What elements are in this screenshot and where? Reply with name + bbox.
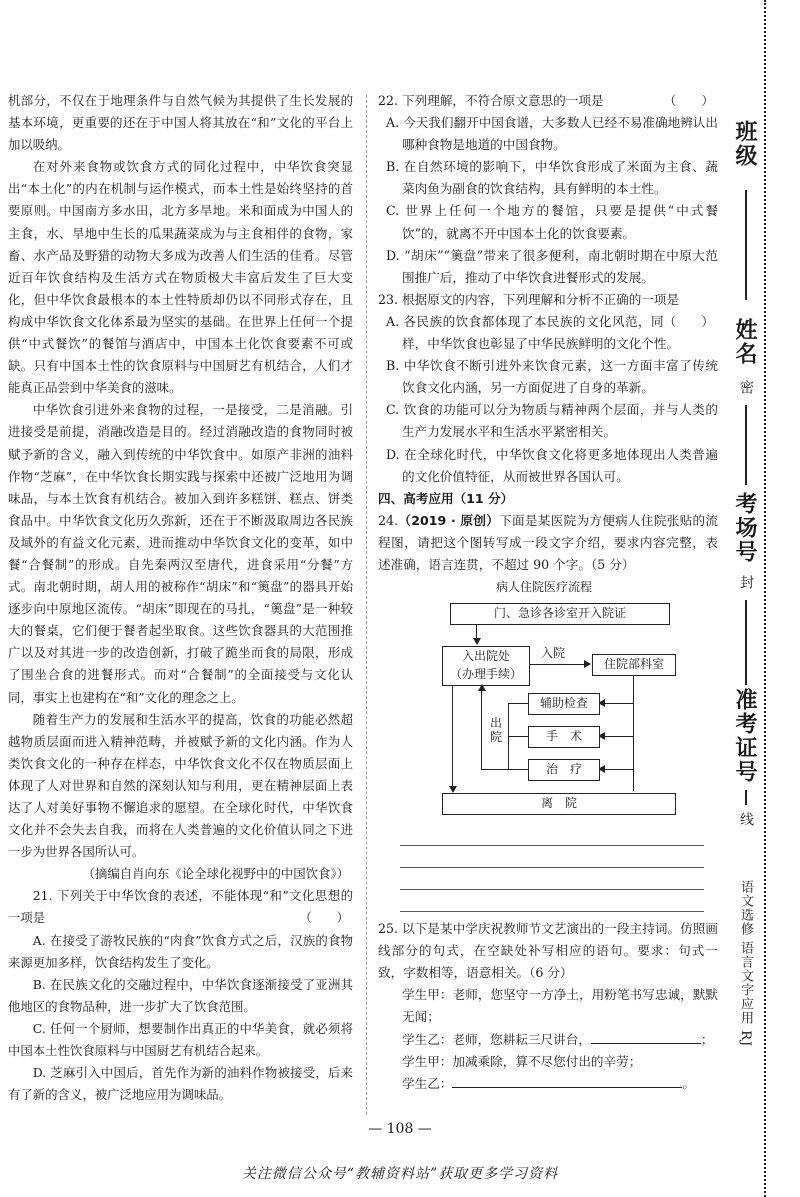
flow-box-outpatient: 门、急诊各诊室开入院证 [450, 603, 670, 625]
flow-box-ward: 住院部科室 [592, 654, 676, 676]
class-field-label: 班级 [732, 120, 758, 168]
ticket-number-line[interactable] [745, 790, 747, 805]
section-heading: 四、高考应用（11 分） [378, 490, 514, 506]
flow-connector [633, 675, 634, 791]
arrow-down-icon [449, 786, 457, 793]
question-tag: （2019 · 原创） [398, 512, 500, 528]
binding-dotted-line [764, 0, 766, 1197]
question-stem: 21. 下列关于中华饮食的表述，不能体现“和”文化思想的一项是 （ ） [8, 885, 353, 929]
fill-blank[interactable] [452, 1073, 682, 1088]
question-25-stem: 25. 以下是某中学庆祝教师节文艺演出的一段主持词。仿照画线部分的句式，在空缺处补写相应的语句。要求：句式一致，字数相等，语意相关。（6 分） [378, 921, 718, 981]
arrow-down-icon [473, 638, 481, 645]
option-a: A. 今天我们翻开中国食谱，大多数人已经不易准确地辨认出哪种食物是地道的中国食物。 [386, 115, 718, 153]
option-a: A. 各民族的饮食都体现了本民族的文化风范，同样，中华饮食也彰显了中华民族鲜明的文化个性。 [386, 313, 680, 352]
answer-paren: （ ） [299, 910, 349, 926]
footer-note: 关注微信公众号“教辅资料站”获取更多学习资料 [241, 1166, 559, 1182]
book-title: 语文选修 语言文字应用 RJ [738, 880, 753, 1048]
option-d: D. “胡床”“䉛盘”带来了很多便利，南北朝时期在中原大范围推广后，推动了中华饮食进餐形式的发展。 [386, 247, 718, 285]
answer-lines [378, 824, 718, 912]
passage-paragraph: 在对外来食物或饮食方式的同化过程中，中华饮食突显出“本土化”的内在机制与运作模式，而本土性是始终坚持的首要原则。中国南方多水田，北方多旱地。米和面成为中国人的主食，水、旱地中生长的瓜果蔬菜成为与主食相伴的食物，家畜、水产品及野猎的动物大多成为改善人们生活的佳肴。尽管近百年饮食结构及生活方式在物质极大丰富后发生了巨大变化，但中华饮食最根本的本土性特质却仍以不同形式存在，且构成中华饮食文化体系最为坚实的基础。在世界上任何一个提供“中式餐饮”的餐馆与酒店中，中国本土化饮食要素不可或缺。只有中国本土性的饮食原料与中国厨艺有机结合，人们才能真正品尝到中华美食的滋味。 [8, 159, 353, 396]
option-b: B. 在自然环境的影响下，中华饮食形成了米面为主食、蔬菜肉鱼为副食的饮食结构，具有鲜明的本土性。 [386, 159, 718, 197]
flow-connector [529, 664, 584, 665]
seal-char-feng: 封 [738, 575, 754, 589]
option-b: B. 中华饮食不断引进外来饮食元素，这一方面丰富了传统饮食文化内涵，另一方面促进了自身的革新。 [386, 358, 718, 396]
arrow-up-icon [478, 684, 486, 691]
answer-line[interactable] [400, 846, 704, 868]
answer-paren: （ ） [663, 313, 714, 329]
page-number: — 108 — [368, 1121, 432, 1137]
passage-paragraph: 机部分，不仅在于地理条件与自然气候为其提供了生长发展的基本环境，更重要的还在于中国人将其放在“和”文化的平台上加以吸纳。 [8, 93, 353, 153]
flow-connector [508, 703, 509, 770]
flow-connector [452, 685, 453, 787]
flow-label-admit: 入院 [541, 646, 566, 661]
flow-connector [604, 769, 634, 770]
answer-line[interactable] [400, 890, 704, 912]
flow-label-discharge: 出院 [490, 716, 503, 745]
question-23 [378, 289, 718, 488]
name-field-line[interactable] [745, 405, 747, 485]
option-c: C. 任何一个厨师，想要制作出真正的中华美食，就必须将中国本土性饮食原料与中国厨艺有机结合起来。 [8, 1020, 353, 1059]
flow-connector [508, 736, 528, 737]
flow-box-leave: 离 院 [442, 793, 676, 815]
answer-line[interactable] [400, 868, 704, 890]
flow-box-exam: 辅助检查 [528, 693, 600, 715]
column-divider [366, 95, 367, 1115]
class-field-line[interactable] [745, 190, 747, 300]
answer-paren: （ ） [663, 93, 714, 108]
exam-room-line[interactable] [745, 600, 747, 685]
flowchart [378, 576, 718, 824]
passage-source: （摘编自肖向东《论全球化视野中的中国饮食》） [82, 866, 349, 882]
passage-paragraph: 中华饮食引进外来食物的过程，一是接受，二是消融。引进接受是前提，消融改造是目的。经过消融改造的食物同时被赋予新的含义，融入到传统的中华饮食中。如原产非洲的油料作物“芝麻”，在中华饮食长期实践与探索中还被广泛地用为调味品，与本土饮食有机结合。被加入到许多糕饼、糕点、饼类食品中。中华饮食文化历久弥新，还在于不断汲取周边各民族及域外的有益文化元素，进而推动中华饮食文化的变革，如中餐“合餐制”的形成。自先秦两汉至唐代，进食采用“分餐”方式。南北朝时期，胡人用的被称作“胡床”和“䉛盘”的器具开始逐步向中原地区流传。“胡床”即现在的马扎，“䉛盘”是一种较大的餐桌，它们便于餐者起坐取食。这些饮食器具的大范围推广以及对其进一步的改造创新，打破了跪坐而食的局限，形成了围坐合食的进餐形式。而对“合餐制”的全面接受与文化认同，事实上也建构在“和”文化的理念之上。 [8, 402, 353, 705]
answer-line[interactable] [400, 824, 704, 846]
question-22 [378, 90, 718, 289]
option-b: B. 在民族文化的交融过程中，中华饮食逐渐接受了亚洲其他地区的食物品种，进一步扩大了饮食范围。 [8, 976, 353, 1014]
exam-room-label: 考场号 [732, 492, 758, 564]
question-24-stem: 24.（2019 · 原创）下面是某医院为方便病人住院张贴的流程图，请把这个图转写成一段文字介绍，要求内容完整，表述准确，语言连贯，不超过 90 个字。（5 分） [378, 512, 718, 572]
right-column [378, 90, 718, 1095]
dialogue-line: 学生乙：老师，您耕耘三尺讲台， ； [402, 1029, 718, 1051]
flow-connector [481, 769, 528, 770]
passage-paragraph: 随着生产力的发展和生活水平的提高，饮食的功能必然超越物质层面而进入精神范畴，并被赋予新的文化内涵。作为人类饮食文化的一种存在样态，中华饮食文化不仅在物质层面上体现了人对世界和自然的深刻认知与利用，更在精神层面上表达了人对美好事物不懈追求的愿望。在全球化时代，中华饮食文化并不会失去自我，而将在人类普遍的文化价值认同之下进一步为世界各国所认可。 [8, 711, 353, 860]
flow-connector [604, 703, 634, 704]
dialogue-line: 学生乙： 。 [402, 1073, 718, 1095]
ticket-number-label: 准考证号 [732, 688, 758, 784]
flow-box-treatment: 治 疗 [528, 759, 600, 781]
option-d: D. 芝麻引入中国后，首先作为新的油料作物被接受，后来有了新的含义，被广泛地应用为调味品。 [8, 1065, 353, 1103]
option-c: C. 世界上任何一个地方的餐馆，只要是提供“中式餐饮”的，就离不开中国本土化的饮食要素。 [386, 203, 718, 241]
flow-box-admission-office: 入出院处 （办理手续） [442, 646, 530, 686]
option-d: D. 在全球化时代，中华饮食文化将更多地体现出人类普遍的文化价值特征，从而被世界各国认可。 [386, 446, 718, 484]
name-field-label: 姓名 [732, 318, 758, 366]
fill-blank[interactable] [591, 1029, 701, 1044]
question-stem: 23. 根据原文的内容，下列理解和分析不正确的一项是 （ ） [378, 289, 718, 311]
flow-connector [508, 703, 528, 704]
flow-connector [604, 736, 634, 737]
option-a: A. 在接受了游牧民族的“肉食”饮食方式之后，汉族的食物来源更加多样，饮食结构发生了变化。 [8, 932, 353, 970]
option-c: C. 饮食的功能可以分为物质与精神两个层面，并与人类的生产力发展水平和生活水平紧密相关。 [386, 402, 718, 440]
flow-connector [481, 690, 482, 770]
left-column [8, 90, 353, 1106]
flowchart-title: 病人住院医疗流程 [496, 580, 593, 595]
dialogue-line: 学生甲：加减乘除，算不尽您付出的辛劳； [402, 1053, 642, 1069]
dialogue-line: 学生甲：老师，您坚守一方净土，用粉笔书写忠诚，默默无闻； [402, 987, 718, 1025]
arrow-right-icon [584, 660, 591, 668]
seal-char-mi: 密 [738, 380, 754, 394]
question-21 [8, 885, 353, 1106]
question-stem: 22. 下列理解，不符合原文意思的一项是 （ ） [378, 90, 718, 112]
seal-char-xian: 线 [738, 812, 754, 826]
flow-box-surgery: 手 术 [528, 726, 600, 748]
